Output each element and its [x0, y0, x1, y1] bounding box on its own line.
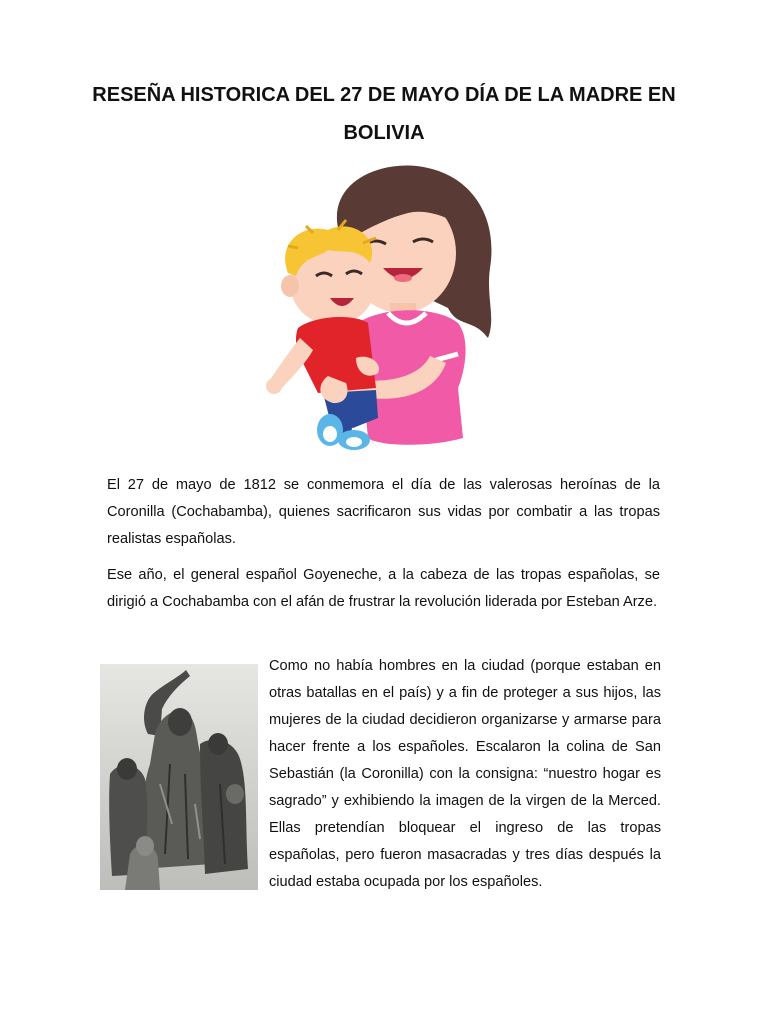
paragraph-heroines: Como no había hombres en la ciudad (porque estaban en otras batallas en el país) y a fin de proteger a sus hijos, las mujeres de la ciudad decidieron organizarse y armarse para hacer frente a los españoles. Escalaron la colina de San Sebastián (la Coronilla) con la consigna: “nuestro hogar es sagrado” y exhibiendo la imagen de la virgen de la Merced. Ellas pretendían bloquear el ingreso de las tropas españolas, pero fueron masacradas y tres días después la ciudad estaba ocupada por los españoles. [269, 658, 661, 890]
mother-child-illustration [258, 158, 510, 456]
page-title: RESEÑA HISTORICA DEL 27 DE MAYO DÍA DE LA MADRE EN BOLIVIA [92, 84, 676, 144]
paragraph-goyeneche: Ese año, el general español Goyeneche, a la cabeza de las tropas españolas, se dirigió a Cochabamba con el afán de frustrar la revolución liderada por Esteban Arze. [107, 567, 660, 610]
paragraph-intro: El 27 de mayo de 1812 se conmemora el día de las valerosas heroínas de la Coronilla (Cochabamba), quienes sacrificaron sus vidas por combatir a las tropas realistas españolas. [107, 477, 660, 547]
statue-photo [100, 664, 258, 890]
